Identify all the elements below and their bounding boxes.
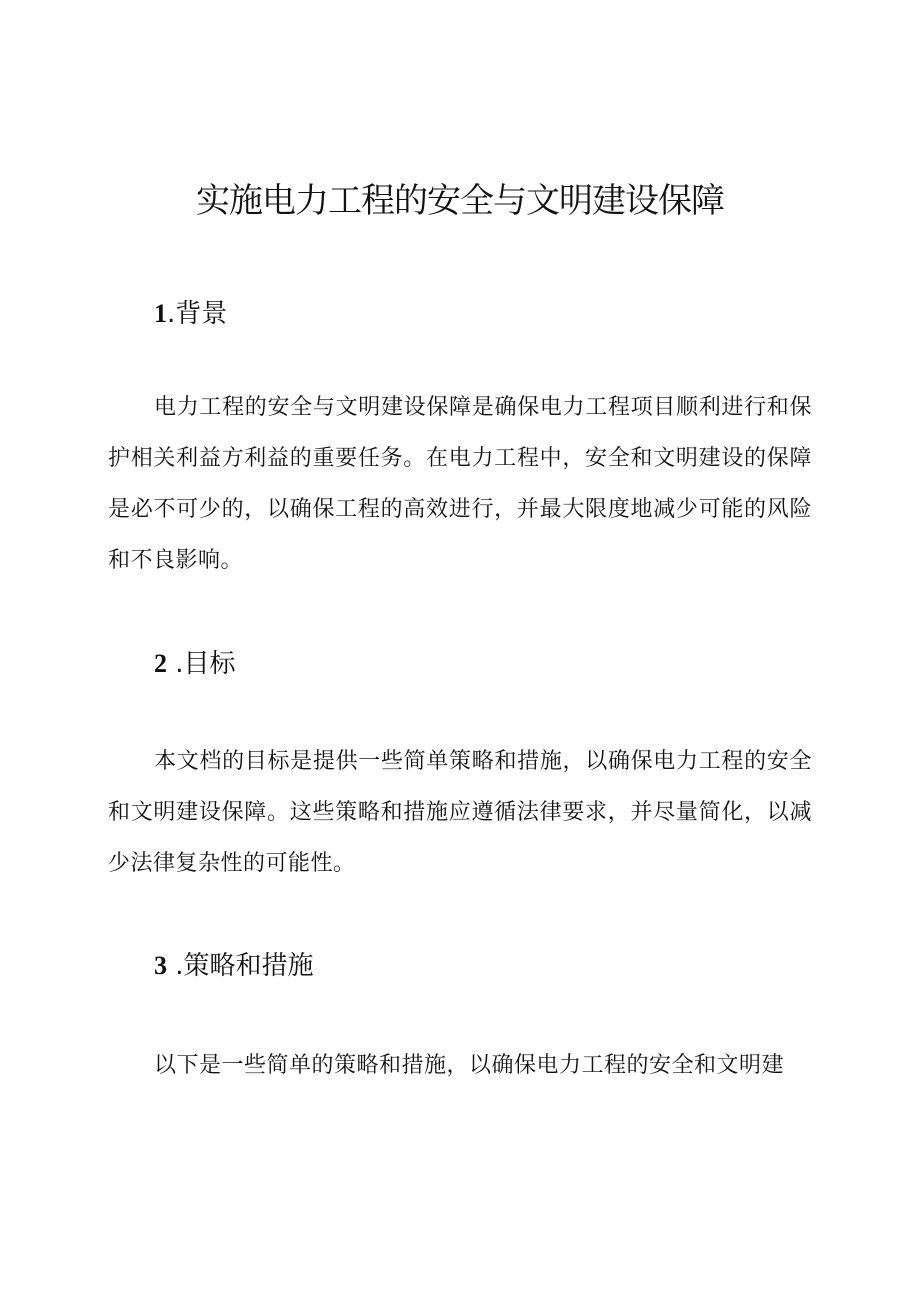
section-heading-text: 背景 bbox=[175, 299, 228, 329]
section-paragraph-goal: 本文档的目标是提供一些简单策略和措施，以确保电力工程的安全和文明建设保障。这些策略和措施应遵循法律要求，并尽量简化，以减少法律复杂性的可能性。 bbox=[108, 749, 812, 876]
section-heading-text: 目标 bbox=[183, 649, 236, 679]
section-number: 3 bbox=[154, 951, 167, 980]
section-paragraph-background: 电力工程的安全与文明建设保障是确保电力工程项目顺利进行和保护相关利益方利益的重要任务。在电力工程中，安全和文明建设的保障是必不可少的，以确保工程的高效进行，并最大限度地减少可能的风险和不良影响。 bbox=[108, 395, 812, 573]
section-heading-strategies bbox=[154, 946, 314, 986]
document-title: 实施电力工程的安全与文明建设保障 bbox=[196, 181, 724, 221]
section-paragraph-strategies: 以下是一些简单的策略和措施，以确保电力工程的安全和文明建 bbox=[154, 1053, 785, 1078]
section-heading-separator: . bbox=[167, 299, 176, 329]
section-heading-goal bbox=[154, 644, 236, 684]
section-number: 1 bbox=[154, 299, 167, 328]
section-number: 2 bbox=[154, 649, 167, 678]
section-heading-separator: . bbox=[167, 951, 184, 981]
section-heading-separator: . bbox=[167, 649, 184, 679]
section-heading-text: 策略和措施 bbox=[183, 951, 314, 981]
section-heading-background bbox=[154, 294, 227, 334]
